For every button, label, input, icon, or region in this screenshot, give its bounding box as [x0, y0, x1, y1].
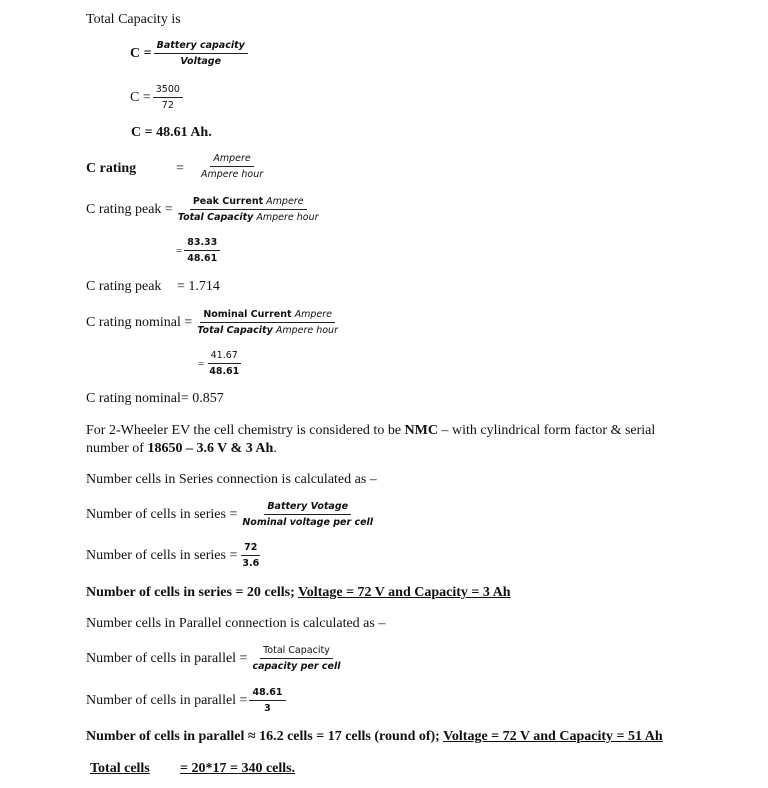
fraction-numerator: Battery capacity [154, 40, 248, 54]
capacity-fraction [154, 40, 248, 67]
c-rating-peak-values-fraction [184, 237, 220, 264]
series-result-underlined: Voltage = 72 V and Capacity = 3 Ah [297, 585, 511, 600]
c-rating-nominal-values-fraction [206, 350, 242, 377]
capacity-values [130, 84, 185, 111]
cell-spec: 18650 – 3.6 V & 3 Ah [147, 441, 274, 456]
series-label-2: Number of cells in series = [86, 547, 238, 563]
numerator-bold: Peak Current [192, 196, 264, 207]
series-result-text: Number of cells in series = 20 cells; [86, 585, 298, 600]
c-rating-peak-formula [86, 196, 324, 223]
fraction-denominator: Ampere hour [201, 169, 264, 180]
c-rating-fraction [198, 153, 266, 180]
capacity-formula [130, 40, 250, 67]
fraction-denominator: 3 [264, 703, 271, 714]
fraction-numerator: Total Capacity [260, 645, 333, 659]
fraction-denominator [175, 210, 322, 223]
fraction-numerator: 48.61 [249, 687, 285, 701]
denominator-italic: Ampere hour [275, 325, 338, 336]
parallel-intro: Number cells in Parallel connection is calculated as – [86, 616, 386, 631]
parallel-result-underlined: Voltage = 72 V and Capacity = 51 Ah [443, 729, 663, 744]
fraction-numerator: 72 [241, 542, 260, 556]
fraction-numerator: Battery Votage [264, 501, 351, 515]
series-values [86, 542, 264, 569]
series-intro: Number cells in Series connection is calculated as – [86, 472, 377, 487]
fraction-numerator: 3500 [153, 84, 183, 98]
fraction-denominator: capacity per cell [252, 661, 341, 672]
parallel-label-2: Number of cells in parallel = [86, 692, 248, 708]
chemistry-paragraph [86, 422, 676, 458]
c-rating-peak-label: C rating peak = [86, 201, 173, 217]
c-rating-nominal-formula [86, 309, 343, 336]
c-rating-nominal-result: C rating nominal= 0.857 [86, 391, 224, 406]
total-capacity-heading: Total Capacity is [86, 12, 181, 27]
parallel-result-text: Number of cells in parallel ≈ 16.2 cells = 17 cells (round of); [86, 729, 444, 744]
fraction-denominator: Voltage [180, 56, 222, 67]
capacity-values-fraction [153, 84, 183, 111]
c-rating-eq: = [176, 161, 184, 176]
capacity-lhs-2: C = [130, 89, 151, 105]
parallel-label-1: Number of cells in parallel = [86, 650, 248, 666]
c-rating-peak-values [176, 237, 222, 264]
fraction-denominator: 3.6 [242, 558, 260, 569]
parallel-result [86, 729, 663, 745]
c-rating-peak-fraction [175, 196, 322, 223]
parallel-values-fraction [249, 687, 285, 714]
fraction-denominator: 72 [161, 100, 174, 111]
numerator-italic: Ampere [294, 309, 332, 320]
fraction-denominator [194, 323, 341, 336]
c-rating-peak-result-value: = 1.714 [177, 279, 220, 294]
eq-sign: = [198, 357, 205, 370]
fraction-numerator [190, 196, 307, 210]
fraction-denominator: 48.61 [209, 366, 240, 377]
fraction-numerator: Ampere [210, 153, 253, 167]
capacity-lhs: C = [130, 45, 152, 61]
c-rating-nominal-fraction [194, 309, 341, 336]
series-values-fraction [239, 542, 262, 569]
chemistry-type: NMC [404, 423, 438, 438]
series-formula [86, 501, 378, 528]
total-cells-value: = 20*17 = 340 cells. [180, 761, 296, 776]
chemistry-text-2: – with cylindrical form factor & serial number of [86, 423, 656, 456]
fraction-numerator: 83.33 [184, 237, 220, 251]
series-label-1: Number of cells in series = [86, 506, 238, 522]
series-result [86, 585, 511, 601]
numerator-italic: Ampere [266, 196, 304, 207]
fraction-denominator: Nominal voltage per cell [242, 517, 374, 528]
parallel-formula [86, 645, 345, 672]
c-rating-nominal-values [198, 350, 244, 377]
chemistry-text-1: For 2-Wheeler EV the cell chemistry is considered to be [86, 423, 405, 438]
c-rating-nominal-label: C rating nominal = [86, 314, 193, 330]
fraction-numerator [200, 309, 335, 323]
c-rating-formula [196, 153, 268, 180]
chemistry-text-3: . [273, 441, 277, 456]
c-rating-peak-result-label: C rating peak [86, 279, 162, 294]
denominator-italic: Ampere hour [256, 212, 319, 223]
numerator-bold: Nominal Current [203, 309, 292, 320]
parallel-fraction [249, 645, 343, 672]
parallel-values [86, 687, 288, 714]
denominator-bold: Total Capacity [177, 212, 254, 223]
c-rating-label: C rating [86, 161, 137, 176]
eq-sign: = [176, 244, 183, 257]
denominator-bold: Total Capacity [197, 325, 273, 336]
fraction-numerator: 41.67 [208, 350, 241, 364]
fraction-denominator: 48.61 [187, 253, 218, 264]
capacity-result: C = 48.61 Ah. [131, 125, 212, 140]
total-cells-label: Total cells [90, 761, 150, 776]
series-fraction [239, 501, 376, 528]
